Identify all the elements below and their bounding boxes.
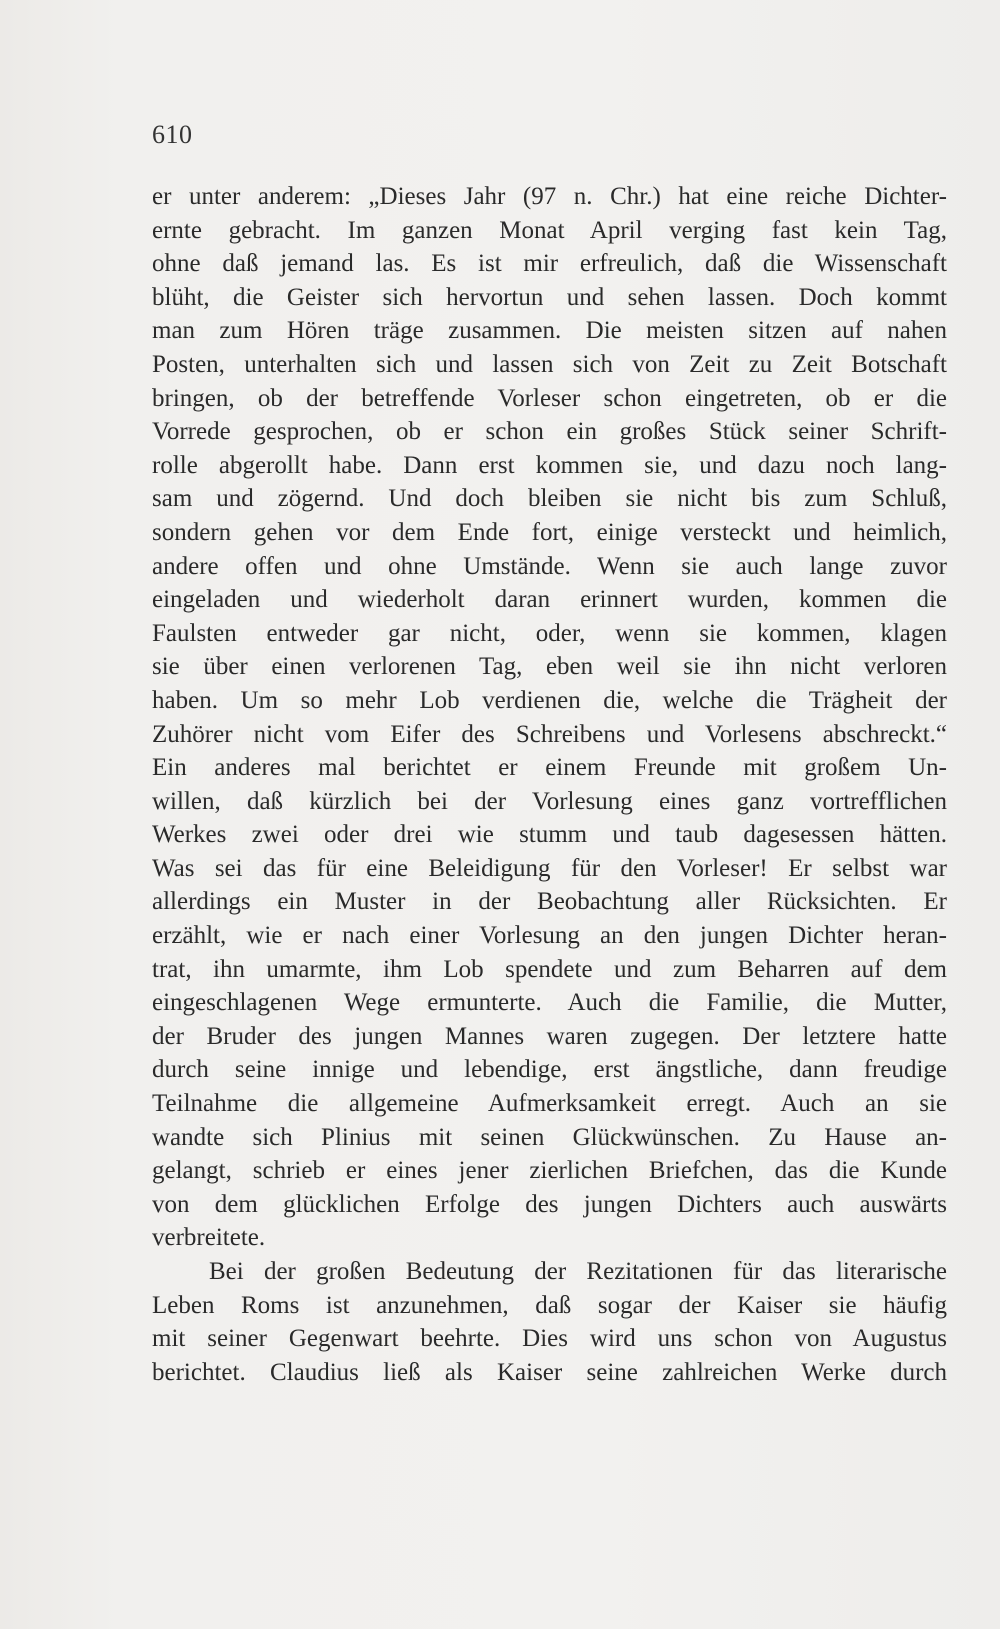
text-line: erzählt, wie er nach einer Vorlesung an den jungen Dichter heran- [152, 922, 947, 950]
text-line: Was sei das für eine Beleidigung für den Vorleser! Er selbst war [152, 854, 947, 882]
text-line: ohne daß jemand las. Es ist mir erfreulich, daß die Wissenschaft [152, 250, 947, 278]
text-line: mit seiner Gegenwart beehrte. Dies wird uns schon von Augustus [152, 1325, 947, 1353]
text-line: berichtet. Claudius ließ als Kaiser seine zahlreichen Werke durch [152, 1358, 947, 1386]
text-line: durch seine innige und lebendige, erst ängstliche, dann freudige [152, 1056, 947, 1084]
text-line: haben. Um so mehr Lob verdienen die, welche die Trägheit der [152, 686, 947, 714]
text-line: verbreitete. [152, 1224, 266, 1252]
text-line: blüht, die Geister sich hervortun und sehen lassen. Doch kommt [152, 283, 947, 311]
text-line: allerdings ein Muster in der Beobachtung aller Rücksichten. Er [152, 888, 947, 916]
text-line: Faulsten entweder gar nicht, oder, wenn sie kommen, klagen [152, 619, 947, 647]
text-line: eingeladen und wiederholt daran erinnert wurden, kommen die [152, 586, 947, 614]
body-text [152, 180, 947, 1389]
text-line: Teilnahme die allgemeine Aufmerksamkeit erregt. Auch an sie [152, 1090, 947, 1118]
text-line: ernte gebracht. Im ganzen Monat April verging fast kein Tag, [152, 216, 947, 244]
text-line: man zum Hören träge zusammen. Die meisten sitzen auf nahen [152, 317, 947, 345]
text-line: rolle abgerollt habe. Dann erst kommen sie, und dazu noch lang- [152, 451, 947, 479]
text-line: von dem glücklichen Erfolge des jungen Dichters auch auswärts [152, 1190, 947, 1218]
text-line: Vorrede gesprochen, ob er schon ein großes Stück seiner Schrift- [152, 418, 947, 446]
text-line: sam und zögernd. Und doch bleiben sie nicht bis zum Schluß, [152, 485, 947, 513]
text-line: sie über einen verlorenen Tag, eben weil sie ihn nicht verloren [152, 653, 947, 681]
text-line: sondern gehen vor dem Ende fort, einige versteckt und heimlich, [152, 518, 947, 546]
text-line: wandte sich Plinius mit seinen Glückwünschen. Zu Hause an- [152, 1123, 947, 1151]
page-number: 610 [152, 120, 193, 149]
text-line: andere offen und ohne Umstände. Wenn sie auch lange zuvor [152, 552, 947, 580]
text-line: Werkes zwei oder drei wie stumm und taub dagesessen hätten. [152, 821, 947, 849]
text-line: Ein anderes mal berichtet er einem Freunde mit großem Un- [152, 754, 947, 782]
text-line: der Bruder des jungen Mannes waren zugegen. Der letztere hatte [152, 1022, 947, 1050]
text-line: Posten, unterhalten sich und lassen sich von Zeit zu Zeit Botschaft [152, 350, 947, 378]
text-line: Zuhörer nicht vom Eifer des Schreibens und Vorlesens abschreckt.“ [152, 720, 947, 748]
text-line: Bei der großen Bedeutung der Rezitationen für das literarische [209, 1258, 947, 1285]
text-line: willen, daß kürzlich bei der Vorlesung eines ganz vortrefflichen [152, 787, 947, 815]
text-line: Leben Roms ist anzunehmen, daß sogar der Kaiser sie häufig [152, 1291, 947, 1319]
text-line: bringen, ob der betreffende Vorleser schon eingetreten, ob er die [152, 384, 947, 412]
text-line: trat, ihn umarmte, ihm Lob spendete und zum Beharren auf dem [152, 955, 947, 983]
text-line: er unter anderem: „Dieses Jahr (97 n. Chr.) hat eine reiche Dichter- [152, 183, 947, 210]
text-line: gelangt, schrieb er eines jener zierlichen Briefchen, das die Kunde [152, 1157, 947, 1185]
text-line: eingeschlagenen Wege ermunterte. Auch die Familie, die Mutter, [152, 989, 947, 1017]
